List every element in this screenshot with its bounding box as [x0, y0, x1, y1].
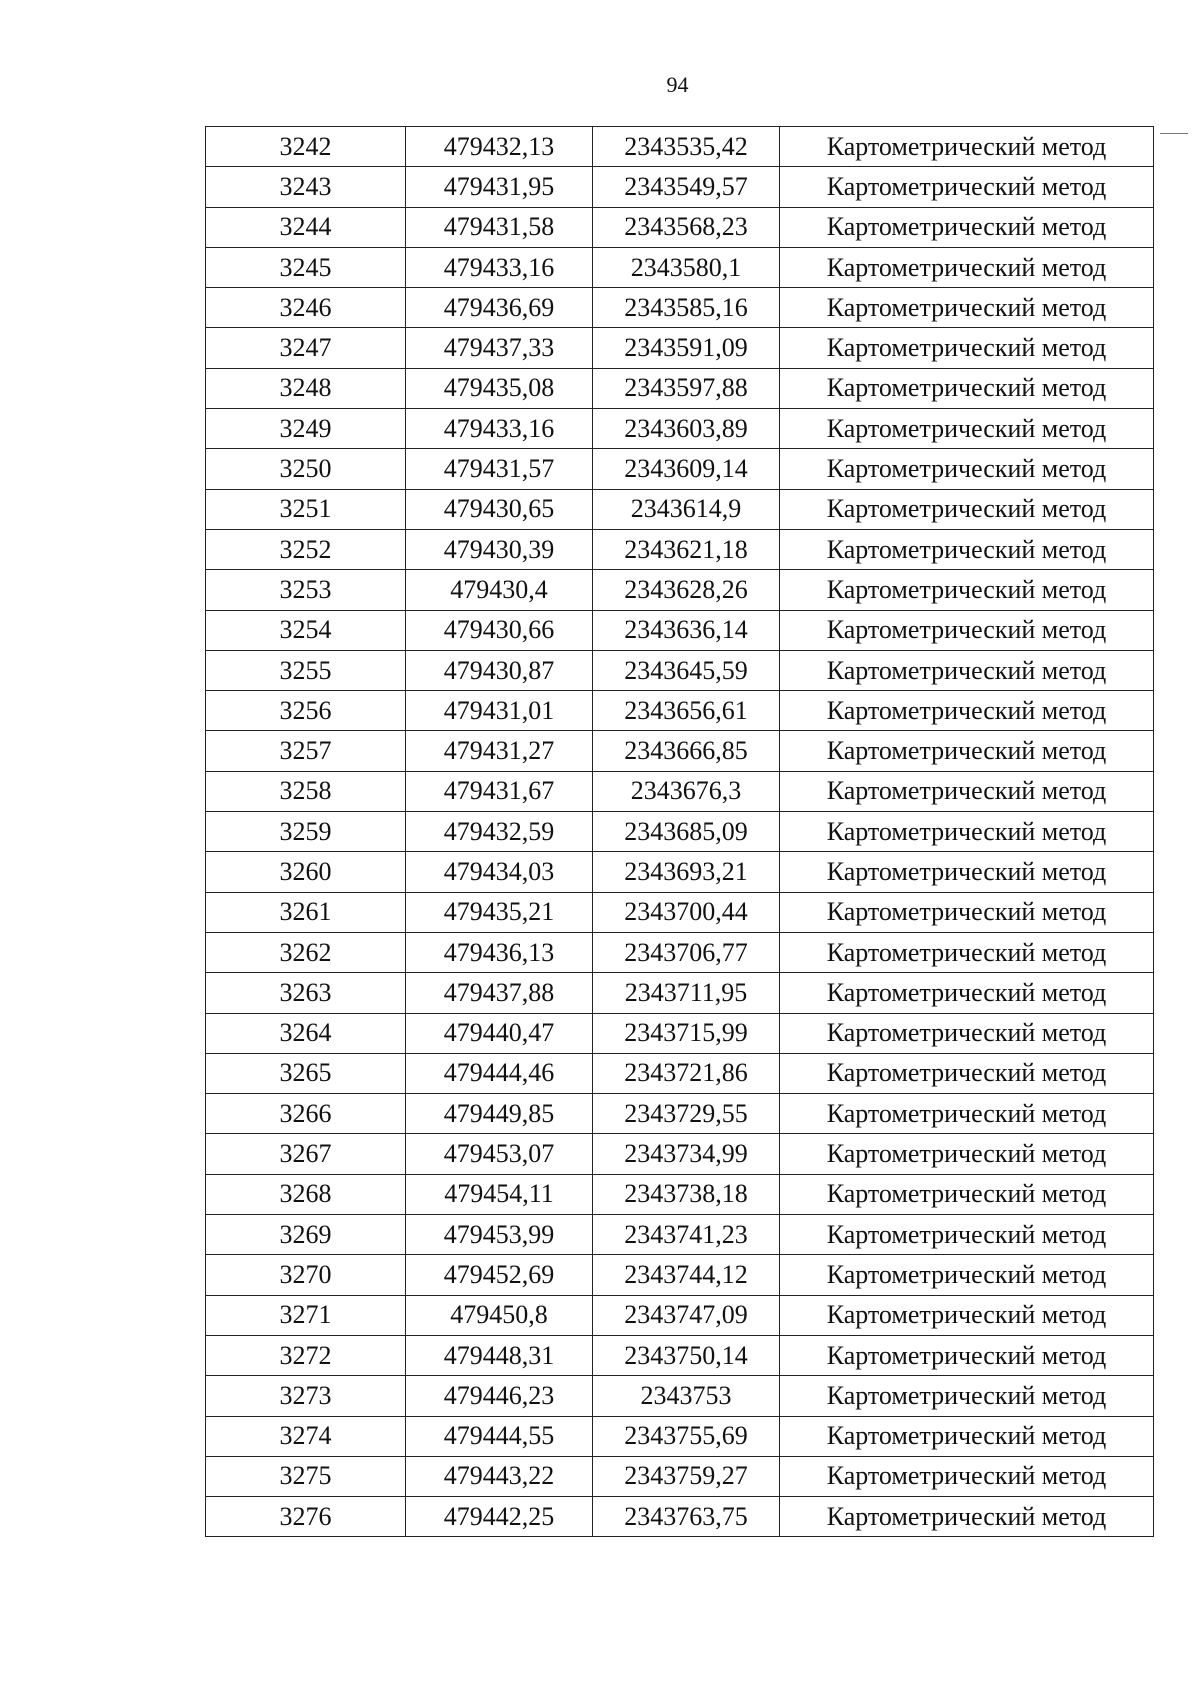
method-cell: Картометрический метод	[780, 973, 1154, 1013]
method-cell: Картометрический метод	[780, 409, 1154, 449]
x-coordinate-cell: 479431,67	[406, 771, 593, 811]
table-row	[206, 1134, 1154, 1174]
x-coordinate-cell: 479435,08	[406, 368, 593, 408]
x-coordinate-cell: 479436,69	[406, 288, 593, 328]
coordinates-table	[205, 126, 1154, 1537]
y-coordinate-cell: 2343614,9	[593, 489, 780, 529]
method-cell: Картометрический метод	[780, 1456, 1154, 1496]
table-row	[206, 852, 1154, 892]
y-coordinate-cell: 2343666,85	[593, 731, 780, 771]
x-coordinate-cell: 479436,13	[406, 932, 593, 972]
y-coordinate-cell: 2343597,88	[593, 368, 780, 408]
y-coordinate-cell: 2343636,14	[593, 610, 780, 650]
y-coordinate-cell: 2343645,59	[593, 650, 780, 690]
point-number-cell: 3273	[206, 1376, 406, 1416]
y-coordinate-cell: 2343580,1	[593, 247, 780, 287]
table-row	[206, 1174, 1154, 1214]
table-row	[206, 973, 1154, 1013]
point-number-cell: 3255	[206, 650, 406, 690]
point-number-cell: 3265	[206, 1053, 406, 1093]
y-coordinate-cell: 2343621,18	[593, 529, 780, 569]
x-coordinate-cell: 479440,47	[406, 1013, 593, 1053]
x-coordinate-cell: 479453,99	[406, 1215, 593, 1255]
table-row	[206, 127, 1154, 167]
x-coordinate-cell: 479430,39	[406, 529, 593, 569]
table-row	[206, 1094, 1154, 1134]
table-row	[206, 1335, 1154, 1375]
method-cell: Картометрический метод	[780, 529, 1154, 569]
method-cell: Картометрический метод	[780, 1376, 1154, 1416]
x-coordinate-cell: 479444,46	[406, 1053, 593, 1093]
x-coordinate-cell: 479453,07	[406, 1134, 593, 1174]
x-coordinate-cell: 479437,33	[406, 328, 593, 368]
point-number-cell: 3246	[206, 288, 406, 328]
table-row	[206, 247, 1154, 287]
y-coordinate-cell: 2343755,69	[593, 1416, 780, 1456]
method-cell: Картометрический метод	[780, 570, 1154, 610]
y-coordinate-cell: 2343700,44	[593, 892, 780, 932]
method-cell: Картометрический метод	[780, 1013, 1154, 1053]
method-cell: Картометрический метод	[780, 127, 1154, 167]
table-row	[206, 1053, 1154, 1093]
method-cell: Картометрический метод	[780, 1497, 1154, 1537]
table-row	[206, 368, 1154, 408]
point-number-cell: 3272	[206, 1335, 406, 1375]
table-row	[206, 167, 1154, 207]
point-number-cell: 3257	[206, 731, 406, 771]
x-coordinate-cell: 479448,31	[406, 1335, 593, 1375]
method-cell: Картометрический метод	[780, 368, 1154, 408]
table-row	[206, 328, 1154, 368]
x-coordinate-cell: 479430,87	[406, 650, 593, 690]
point-number-cell: 3263	[206, 973, 406, 1013]
point-number-cell: 3253	[206, 570, 406, 610]
method-cell: Картометрический метод	[780, 852, 1154, 892]
y-coordinate-cell: 2343753	[593, 1376, 780, 1416]
point-number-cell: 3254	[206, 610, 406, 650]
table-row	[206, 409, 1154, 449]
y-coordinate-cell: 2343721,86	[593, 1053, 780, 1093]
x-coordinate-cell: 479442,25	[406, 1497, 593, 1537]
x-coordinate-cell: 479446,23	[406, 1376, 593, 1416]
table-row	[206, 932, 1154, 972]
method-cell: Картометрический метод	[780, 1134, 1154, 1174]
x-coordinate-cell: 479435,21	[406, 892, 593, 932]
x-coordinate-cell: 479434,03	[406, 852, 593, 892]
x-coordinate-cell: 479430,4	[406, 570, 593, 610]
y-coordinate-cell: 2343747,09	[593, 1295, 780, 1335]
table-row	[206, 1416, 1154, 1456]
table-row	[206, 570, 1154, 610]
method-cell: Картометрический метод	[780, 771, 1154, 811]
table-row	[206, 610, 1154, 650]
method-cell: Картометрический метод	[780, 1295, 1154, 1335]
table-row	[206, 1295, 1154, 1335]
y-coordinate-cell: 2343715,99	[593, 1013, 780, 1053]
x-coordinate-cell: 479452,69	[406, 1255, 593, 1295]
y-coordinate-cell: 2343603,89	[593, 409, 780, 449]
table-row	[206, 489, 1154, 529]
method-cell: Картометрический метод	[780, 288, 1154, 328]
y-coordinate-cell: 2343676,3	[593, 771, 780, 811]
x-coordinate-cell: 479432,59	[406, 812, 593, 852]
y-coordinate-cell: 2343734,99	[593, 1134, 780, 1174]
point-number-cell: 3267	[206, 1134, 406, 1174]
x-coordinate-cell: 479430,66	[406, 610, 593, 650]
y-coordinate-cell: 2343591,09	[593, 328, 780, 368]
x-coordinate-cell: 479432,13	[406, 127, 593, 167]
method-cell: Картометрический метод	[780, 731, 1154, 771]
y-coordinate-cell: 2343685,09	[593, 812, 780, 852]
x-coordinate-cell: 479449,85	[406, 1094, 593, 1134]
x-coordinate-cell: 479431,58	[406, 207, 593, 247]
scan-artifact-mark	[1160, 133, 1188, 134]
method-cell: Картометрический метод	[780, 489, 1154, 529]
point-number-cell: 3269	[206, 1215, 406, 1255]
table-row	[206, 812, 1154, 852]
point-number-cell: 3260	[206, 852, 406, 892]
y-coordinate-cell: 2343711,95	[593, 973, 780, 1013]
point-number-cell: 3258	[206, 771, 406, 811]
point-number-cell: 3249	[206, 409, 406, 449]
y-coordinate-cell: 2343759,27	[593, 1456, 780, 1496]
method-cell: Картометрический метод	[780, 932, 1154, 972]
x-coordinate-cell: 479443,22	[406, 1456, 593, 1496]
y-coordinate-cell: 2343585,16	[593, 288, 780, 328]
table-row	[206, 691, 1154, 731]
point-number-cell: 3252	[206, 529, 406, 569]
y-coordinate-cell: 2343609,14	[593, 449, 780, 489]
y-coordinate-cell: 2343549,57	[593, 167, 780, 207]
method-cell: Картометрический метод	[780, 449, 1154, 489]
table-row	[206, 1497, 1154, 1537]
method-cell: Картометрический метод	[780, 1053, 1154, 1093]
method-cell: Картометрический метод	[780, 207, 1154, 247]
point-number-cell: 3247	[206, 328, 406, 368]
method-cell: Картометрический метод	[780, 610, 1154, 650]
point-number-cell: 3275	[206, 1456, 406, 1496]
y-coordinate-cell: 2343693,21	[593, 852, 780, 892]
table-row	[206, 1255, 1154, 1295]
table-row	[206, 449, 1154, 489]
x-coordinate-cell: 479450,8	[406, 1295, 593, 1335]
point-number-cell: 3270	[206, 1255, 406, 1295]
point-number-cell: 3262	[206, 932, 406, 972]
point-number-cell: 3243	[206, 167, 406, 207]
method-cell: Картометрический метод	[780, 1416, 1154, 1456]
point-number-cell: 3248	[206, 368, 406, 408]
method-cell: Картометрический метод	[780, 650, 1154, 690]
y-coordinate-cell: 2343568,23	[593, 207, 780, 247]
method-cell: Картометрический метод	[780, 328, 1154, 368]
method-cell: Картометрический метод	[780, 1335, 1154, 1375]
point-number-cell: 3261	[206, 892, 406, 932]
point-number-cell: 3276	[206, 1497, 406, 1537]
point-number-cell: 3250	[206, 449, 406, 489]
table-row	[206, 892, 1154, 932]
y-coordinate-cell: 2343628,26	[593, 570, 780, 610]
x-coordinate-cell: 479433,16	[406, 247, 593, 287]
x-coordinate-cell: 479437,88	[406, 973, 593, 1013]
y-coordinate-cell: 2343729,55	[593, 1094, 780, 1134]
point-number-cell: 3266	[206, 1094, 406, 1134]
method-cell: Картометрический метод	[780, 812, 1154, 852]
x-coordinate-cell: 479433,16	[406, 409, 593, 449]
table-row	[206, 771, 1154, 811]
method-cell: Картометрический метод	[780, 247, 1154, 287]
x-coordinate-cell: 479431,27	[406, 731, 593, 771]
x-coordinate-cell: 479454,11	[406, 1174, 593, 1214]
y-coordinate-cell: 2343535,42	[593, 127, 780, 167]
point-number-cell: 3271	[206, 1295, 406, 1335]
table-row	[206, 1376, 1154, 1416]
x-coordinate-cell: 479444,55	[406, 1416, 593, 1456]
method-cell: Картометрический метод	[780, 1255, 1154, 1295]
y-coordinate-cell: 2343763,75	[593, 1497, 780, 1537]
coordinates-table-body	[206, 127, 1154, 1537]
point-number-cell: 3259	[206, 812, 406, 852]
x-coordinate-cell: 479431,57	[406, 449, 593, 489]
y-coordinate-cell: 2343706,77	[593, 932, 780, 972]
table-row	[206, 1215, 1154, 1255]
method-cell: Картометрический метод	[780, 892, 1154, 932]
y-coordinate-cell: 2343744,12	[593, 1255, 780, 1295]
table-row	[206, 1013, 1154, 1053]
method-cell: Картометрический метод	[780, 1215, 1154, 1255]
page-number: 94	[666, 72, 689, 97]
table-row	[206, 1456, 1154, 1496]
point-number-cell: 3256	[206, 691, 406, 731]
point-number-cell: 3244	[206, 207, 406, 247]
table-row	[206, 529, 1154, 569]
table-row	[206, 650, 1154, 690]
y-coordinate-cell: 2343738,18	[593, 1174, 780, 1214]
method-cell: Картометрический метод	[780, 1174, 1154, 1214]
method-cell: Картометрический метод	[780, 691, 1154, 731]
table-row	[206, 731, 1154, 771]
table-row	[206, 207, 1154, 247]
point-number-cell: 3245	[206, 247, 406, 287]
method-cell: Картометрический метод	[780, 167, 1154, 207]
point-number-cell: 3274	[206, 1416, 406, 1456]
x-coordinate-cell: 479431,01	[406, 691, 593, 731]
method-cell: Картометрический метод	[780, 1094, 1154, 1134]
point-number-cell: 3242	[206, 127, 406, 167]
point-number-cell: 3264	[206, 1013, 406, 1053]
y-coordinate-cell: 2343741,23	[593, 1215, 780, 1255]
y-coordinate-cell: 2343750,14	[593, 1335, 780, 1375]
table-row	[206, 288, 1154, 328]
x-coordinate-cell: 479430,65	[406, 489, 593, 529]
point-number-cell: 3268	[206, 1174, 406, 1214]
point-number-cell: 3251	[206, 489, 406, 529]
y-coordinate-cell: 2343656,61	[593, 691, 780, 731]
x-coordinate-cell: 479431,95	[406, 167, 593, 207]
